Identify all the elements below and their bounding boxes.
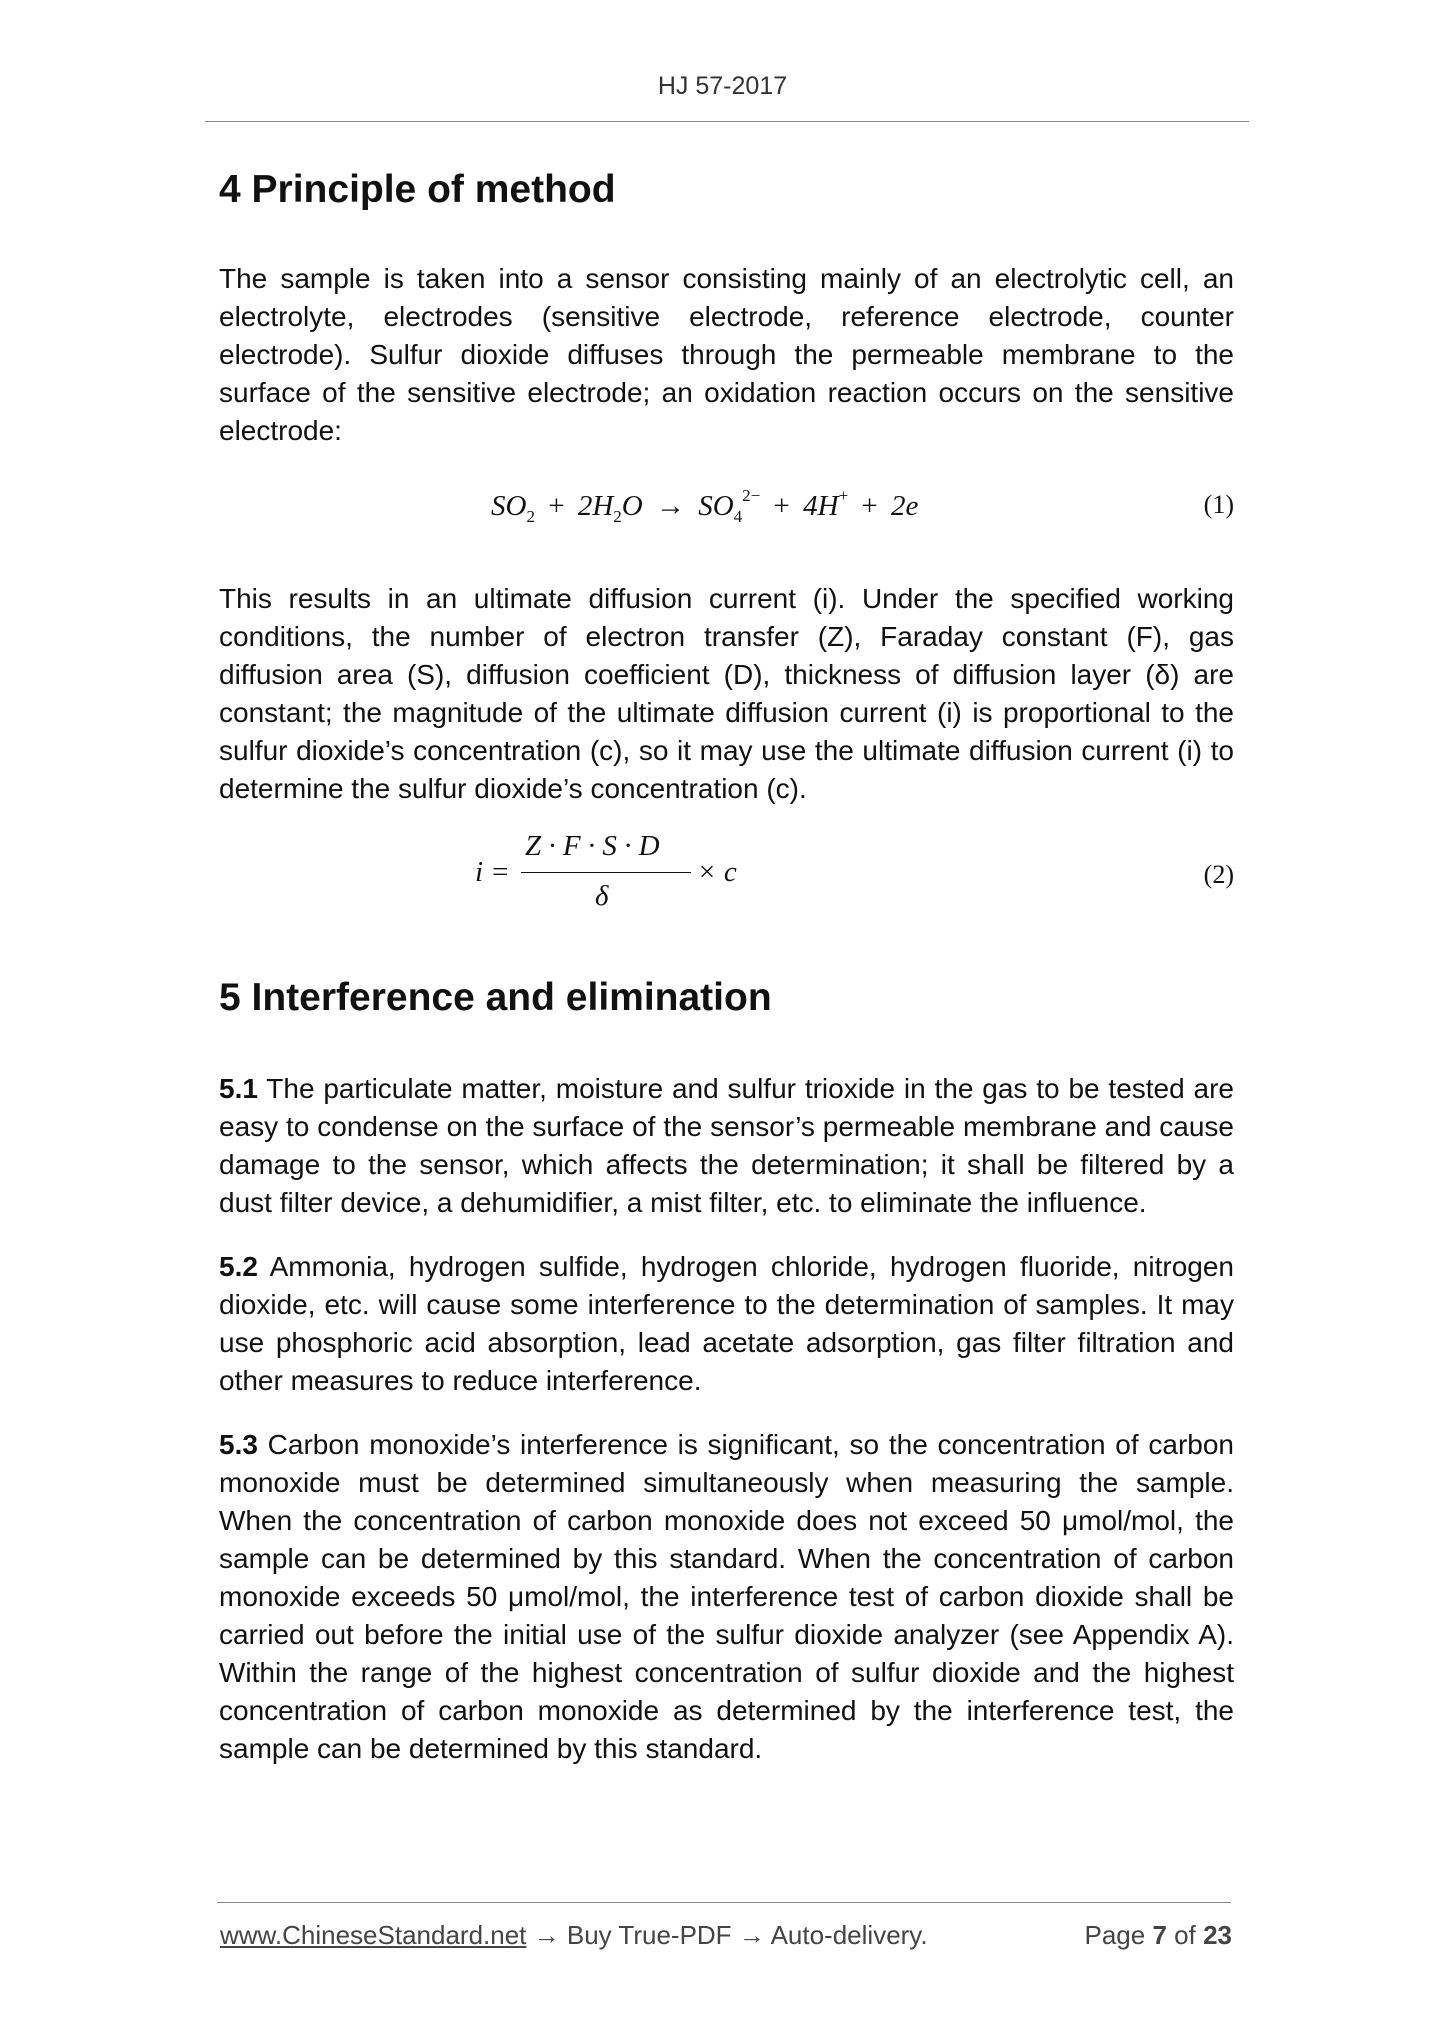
page-label: Page	[1084, 1920, 1146, 1950]
eq1-term-electrons: 2e	[891, 490, 919, 522]
eq2-numerator: Z · F · S · D	[525, 830, 660, 862]
page-of-label: of	[1174, 1920, 1196, 1950]
eq1-term-h-ion-charge: +	[838, 486, 849, 505]
section-4-paragraph-2: This results in an ultimate diffusion current (i). Under the specified working conditions, the number of electron transfer (Z), Faraday constant (F), gas diffusion area (S), diffusion coefficient (D), thickness of diffusion layer (δ) are constant; the magnitude of the ultimate diffusion current (i) is proportional to the sulfur dioxide’s concentration (c), so it may use the ultimate diffusion current (i) to determine the sulfur dioxide’s concentration (c).	[219, 583, 1234, 804]
eq1-term-so2: SO	[491, 490, 527, 522]
eq1-arrow: →	[655, 490, 685, 522]
footer-divider	[217, 1902, 1231, 1903]
equation-1-number: (1)	[1203, 490, 1234, 519]
clause-5-3-text: Carbon monoxide’s interference is significant, so the concentration of carbon monoxide must be determined simultaneously when measuring the sample. When the concentration of carbon monoxide does not exceed 50 μmol/mol, the sample can be determined by this standard. When the concentration of carbon monoxide exceeds 50 μmol/mol, the interference test of carbon dioxide shall be carried out before the initial use of the sulfur dioxide analyzer (see Appendix A). Within the range of the highest concentration of sulfur dioxide and the highest concentration of carbon monoxide as determined by the interference test, the sample can be determined by this standard.	[219, 1429, 1234, 1764]
section-4-paragraph-1: The sample is taken into a sensor consisting mainly of an electrolytic cell, an electrolyte, electrodes (sensitive electrode, reference electrode, counter electrode). Sulfur dioxide diffuses through the permeable membrane to the surface of the sensitive electrode; an oxidation reaction occurs on the sensitive electrode:	[219, 263, 1234, 446]
page-footer	[220, 1920, 1232, 1951]
section-5-title: 5 Interference and elimination	[219, 976, 772, 1019]
clause-5-1-number: 5.1	[219, 1073, 258, 1104]
page-indicator	[1084, 1920, 1232, 1951]
eq1-term-h2o-o: O	[621, 490, 643, 522]
equation-2-number: (2)	[1203, 860, 1234, 889]
eq1-plus-2: +	[773, 490, 790, 522]
document-code-header: HJ 57-2017	[657, 72, 788, 100]
clause-5-1-text: The particulate matter, moisture and sulfur trioxide in the gas to be tested are easy to condense on the surface of the sensor’s permeable membrane and cause damage to the sensor, which affects the determination; it shall be filtered by a dust filter device, a dehumidifier, a mist filter, etc. to eliminate the influence.	[219, 1073, 1234, 1218]
equation-2-formula	[475, 830, 755, 926]
eq1-term-so4-subscript: 4	[733, 507, 743, 526]
clause-5-2-number: 5.2	[219, 1251, 258, 1282]
clause-5-3	[219, 1426, 1234, 1768]
equation-2	[219, 830, 1234, 926]
clause-5-2-text: Ammonia, hydrogen sulfide, hydrogen chloride, hydrogen fluoride, nitrogen dioxide, etc. will cause some interference to the determination of samples. It may use phosphoric acid absorption, lead acetate adsorption, gas filter filtration and other measures to reduce interference.	[219, 1251, 1234, 1396]
eq1-term-h2o: 2H	[577, 490, 614, 522]
eq1-plus-1: +	[548, 490, 565, 522]
total-page-count: 23	[1203, 1920, 1232, 1950]
eq1-term-h2o-subscript: 2	[613, 507, 622, 526]
equation-1	[219, 468, 1234, 546]
eq2-fraction-bar	[521, 872, 691, 873]
clause-5-2	[219, 1248, 1234, 1400]
website-link[interactable]: www.ChineseStandard.net	[220, 1920, 527, 1950]
equation-1-formula	[491, 486, 918, 527]
eq1-term-so4-charge: 2−	[742, 486, 761, 505]
footer-tagline: → Buy True-PDF → Auto-delivery.	[526, 1920, 928, 1950]
eq2-rhs: × c	[697, 856, 737, 888]
eq1-plus-3: +	[861, 490, 878, 522]
section-4-title: 4 Principle of method	[219, 168, 616, 211]
current-page-number: 7	[1152, 1920, 1167, 1950]
clause-5-3-number: 5.3	[219, 1429, 258, 1460]
header-divider	[205, 121, 1249, 122]
eq1-term-so2-subscript: 2	[526, 507, 535, 526]
eq2-lhs: i =	[475, 856, 510, 888]
page-content	[219, 162, 1234, 1768]
eq1-term-so4: SO	[698, 490, 734, 522]
eq2-denominator: δ	[595, 880, 609, 912]
clause-5-1	[219, 1070, 1234, 1222]
eq1-term-h-ion: 4H	[803, 490, 839, 522]
